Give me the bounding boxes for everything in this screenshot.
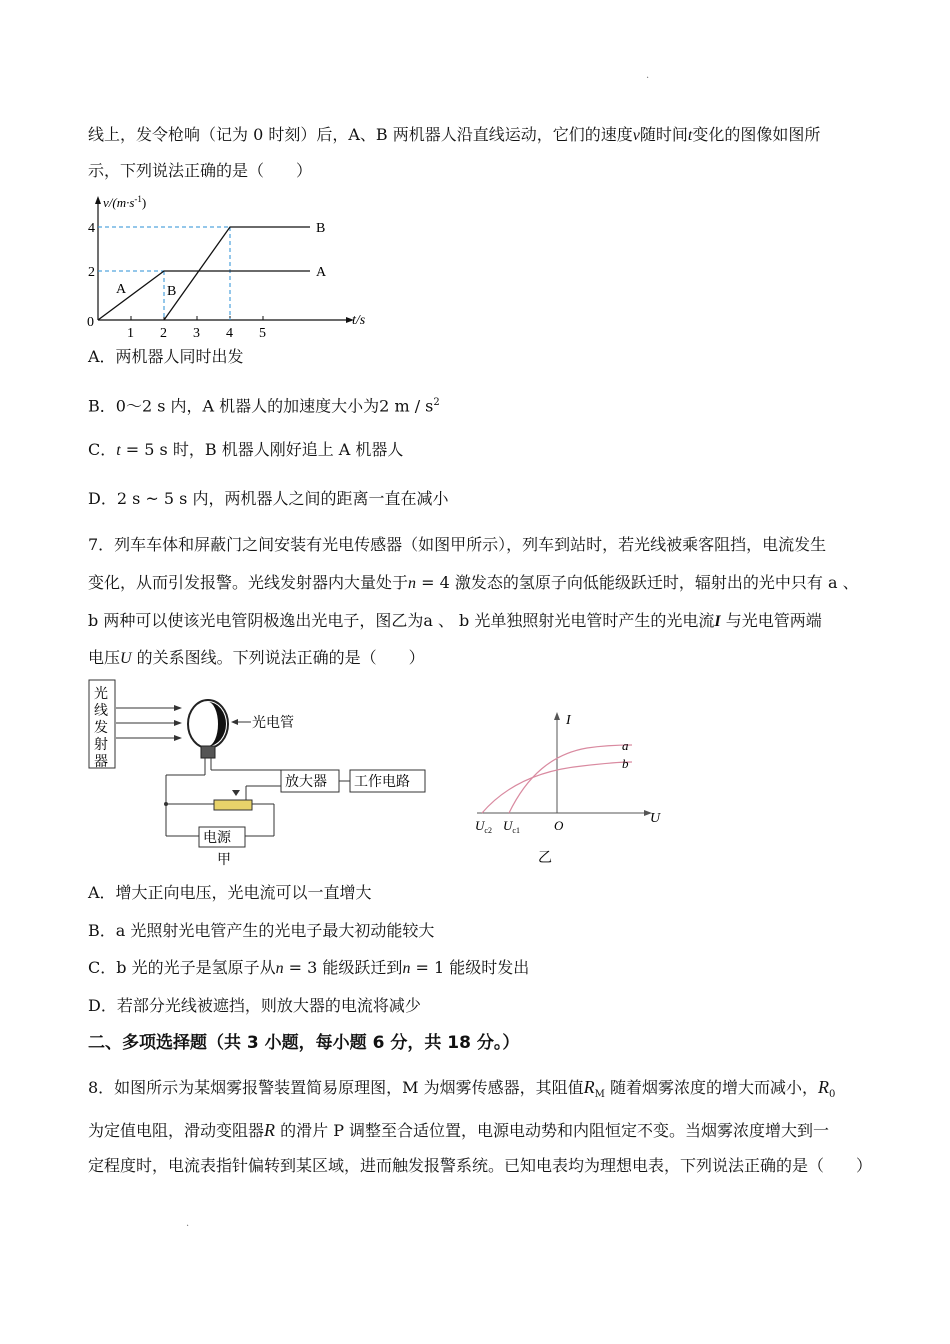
y-tick-4: 4	[88, 221, 95, 236]
svg-text:线: 线	[94, 704, 108, 719]
q8-line1: 8．如图所示为某烟雾报警装置简易原理图，M 为烟雾传感器，其阻值$R_M$ 随着烟雾浓度的增大而减小，$R_0$	[88, 1077, 836, 1101]
svg-text:电源: 电源	[203, 831, 231, 846]
q8-line2: 为定值电阻，滑动变阻器R 的滑片 P 调整至合适位置，电源电动势和内阻恒定不变。当烟雾浓度增大到一	[88, 1120, 830, 1140]
svg-text:射: 射	[94, 738, 108, 753]
y-tick-2: 2	[88, 265, 95, 280]
photocell-label: 光电管	[252, 716, 294, 731]
origin-label: 0	[87, 315, 94, 330]
q8-line3: 定程度时，电流表指针偏转到某区域，进而触发报警系统。已知电表均为理想电表，下列说法正确的是（ ）	[88, 1156, 873, 1175]
svg-text:放大器: 放大器	[285, 775, 327, 790]
q6-option-a: A．两机器人同时出发	[88, 347, 244, 366]
footer-mark: .	[186, 1218, 190, 1229]
series-B-line	[164, 227, 310, 320]
svg-text:U: U	[650, 811, 661, 826]
header-mark: .	[646, 70, 650, 81]
q7-figure-jia-circuit	[86, 678, 436, 868]
series-A-line	[98, 271, 310, 320]
y-axis-label: $v/(m\cdot s^{-1})$	[103, 194, 147, 210]
q7-line4: 电压U 的关系图线。下列说法正确的是（ ）	[88, 648, 425, 667]
q6-intro-line2: 示，下列说法正确的是（ ）	[88, 161, 313, 180]
svg-text:Uc1: $U_{c1}$	[503, 818, 520, 835]
svg-text:b: b	[622, 756, 629, 771]
x-tick-3: 3	[193, 326, 200, 341]
svg-text:发: 发	[94, 721, 108, 736]
q7-figure-yi-iu-graph	[472, 706, 672, 866]
q7-option-b: B．a 光照射光电管产生的光电子最大初动能较大	[88, 921, 435, 940]
q7-line2: 变化，从而引发报警。光线发射器内大量处于n = 4 激发态的氢原子向低能级跃迁时，辐射出的光中只有 a 、	[88, 573, 859, 592]
x-tick-1: 1	[127, 326, 134, 341]
figure-yi-caption: 乙	[538, 851, 552, 866]
figure-jia-caption: 甲	[217, 853, 231, 868]
q7-option-a: A．增大正向电压，光电流可以一直增大	[88, 883, 372, 902]
q6-option-c: C．t = 5 s 时，B 机器人刚好追上 A 机器人	[88, 440, 404, 459]
q6-option-b: B．0～2 s 内，A 机器人的加速度大小为2 m / $s^2$	[88, 396, 440, 416]
label-B-on-line: B	[167, 284, 177, 299]
rheostat	[214, 800, 252, 810]
q7-line3: b 两种可以使该光电管阴极逸出光电子，图乙为a 、 b 光单独照射光电管时产生的光电流I 与光电管两端	[88, 611, 822, 630]
q6-option-d: D．2 s ~ 5 s 内，两机器人之间的距离一直在减小	[88, 489, 449, 508]
svg-text:Uc2: $U_{c2}$	[475, 818, 492, 835]
label-A-on-line: A	[116, 282, 127, 297]
svg-text:a: a	[622, 738, 629, 753]
x-tick-2: 2	[160, 326, 167, 341]
q6-velocity-time-graph	[86, 192, 386, 342]
label-B-end: B	[316, 221, 326, 236]
x-axis-label: t/s	[352, 313, 366, 328]
section-2-heading: 二、多项选择题（共 3 小题，每小题 6 分，共 18 分。）	[88, 1033, 520, 1053]
x-tick-4: 4	[226, 326, 233, 341]
svg-text:I: I	[566, 713, 571, 728]
svg-text:光: 光	[94, 687, 108, 702]
q7-option-d: D．若部分光线被遮挡，则放大器的电流将减少	[88, 996, 421, 1015]
svg-text:器: 器	[94, 755, 108, 770]
q7-line1: 7．列车车体和屏蔽门之间安装有光电传感器（如图甲所示），列车到站时，若光线被乘客阻挡，电流发生	[88, 535, 827, 554]
q6-intro-line1: 线上，发令枪响（记为 0 时刻）后，A、B 两机器人沿直线运动，它们的速度v随时间t变化的图像如图所	[88, 125, 821, 144]
q7-option-c: C．b 光的光子是氢原子从n = 3 能级跃迁到n = 1 能级时发出	[88, 958, 530, 977]
svg-text:O: O	[554, 818, 564, 833]
label-A-end: A	[316, 265, 327, 280]
x-tick-5: 5	[259, 326, 266, 341]
svg-text:工作电路: 工作电路	[354, 775, 410, 790]
